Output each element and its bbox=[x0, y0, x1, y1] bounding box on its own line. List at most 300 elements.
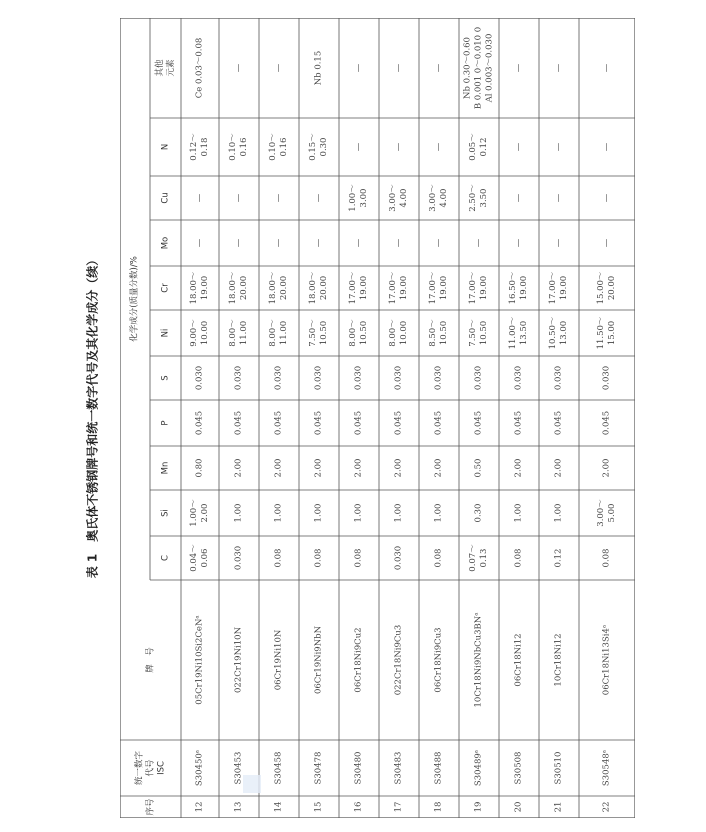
row-17-grade bbox=[379, 580, 419, 740]
row-12-ni bbox=[181, 310, 219, 356]
row-17-other bbox=[379, 18, 419, 118]
row-13-mo-text: — bbox=[233, 238, 244, 248]
row-15-mo bbox=[299, 220, 339, 266]
row-12-mn-text: 0.80 bbox=[194, 458, 205, 478]
row-13-s bbox=[219, 356, 259, 400]
row-19-other-text: Nb 0.30～0.60 B 0.001 0～0.010 0 Al 0.003～0.030 bbox=[462, 26, 495, 110]
row-14-seq-text: 14 bbox=[273, 801, 284, 813]
row-13-code-text: S30453 bbox=[233, 751, 244, 785]
row-20-cu-text: — bbox=[513, 193, 524, 203]
row-18-s-text: 0.030 bbox=[433, 365, 444, 391]
row-16-c-text: 0.08 bbox=[353, 548, 364, 568]
row-14-other bbox=[259, 18, 299, 118]
row-19-ni bbox=[459, 310, 499, 356]
row-12-code bbox=[181, 740, 219, 796]
element-header-Cr bbox=[150, 266, 181, 310]
code-header-text: 统一数字 代号 ISC bbox=[134, 750, 166, 786]
row-22-seq bbox=[579, 796, 635, 818]
row-20-mo-text: — bbox=[513, 238, 524, 248]
row-22-seq-text: 22 bbox=[601, 801, 612, 813]
row-15-grade-text: 06Cr19Ni9NbN bbox=[313, 625, 324, 695]
row-14-s-text: 0.030 bbox=[273, 365, 284, 391]
row-13-mo bbox=[219, 220, 259, 266]
row-22-mo-text: — bbox=[601, 238, 612, 248]
row-15-cr-text: 18.00～ 20.00 bbox=[308, 271, 329, 305]
grade-header bbox=[120, 580, 181, 740]
row-17-p-text: 0.045 bbox=[393, 410, 404, 436]
highlight-mark bbox=[243, 775, 261, 793]
row-14-cr bbox=[259, 266, 299, 310]
row-18-cr-text: 17.00～ 19.00 bbox=[428, 271, 449, 305]
element-header-Mo-text: Mo bbox=[160, 236, 170, 250]
row-20-seq-text: 20 bbox=[513, 801, 524, 813]
row-19-cu-text: 2.50～ 3.50 bbox=[468, 184, 489, 212]
row-16-other bbox=[339, 18, 379, 118]
row-15-ni-text: 7.50～ 10.50 bbox=[308, 319, 329, 347]
row-13-n bbox=[219, 118, 259, 176]
row-12-ni-text: 9.00～ 10.00 bbox=[189, 319, 210, 347]
row-20-ni-text: 11.00～ 13.50 bbox=[508, 316, 529, 350]
row-20-c-text: 0.08 bbox=[513, 548, 524, 568]
row-20-grade-text: 06Cr18Ni12 bbox=[513, 633, 524, 687]
row-14-cr-text: 18.00～ 20.00 bbox=[268, 271, 289, 305]
row-14-mo bbox=[259, 220, 299, 266]
row-13-cu bbox=[219, 176, 259, 220]
row-21-cu-text: — bbox=[553, 193, 564, 203]
row-22-code bbox=[579, 740, 635, 796]
row-19-c-text: 0.07～ 0.13 bbox=[468, 544, 489, 572]
row-21-other bbox=[539, 18, 579, 118]
row-13-ni-text: 8.00～ 11.00 bbox=[228, 319, 249, 347]
row-17-s-text: 0.030 bbox=[393, 365, 404, 391]
row-21-cu bbox=[539, 176, 579, 220]
row-14-ni-text: 8.00～ 11.00 bbox=[268, 319, 289, 347]
row-22-other bbox=[579, 18, 635, 118]
row-17-code-text: S30483 bbox=[393, 751, 404, 785]
row-17-ni bbox=[379, 310, 419, 356]
row-21-code-text: S30510 bbox=[553, 751, 564, 785]
row-22-c bbox=[579, 536, 635, 580]
row-15-n bbox=[299, 118, 339, 176]
row-19-seq-text: 19 bbox=[473, 801, 484, 813]
element-header-Mo bbox=[150, 220, 181, 266]
row-20-si bbox=[499, 490, 539, 536]
row-21-seq bbox=[539, 796, 579, 818]
row-15-s bbox=[299, 356, 339, 400]
row-14-p-text: 0.045 bbox=[273, 410, 284, 436]
row-17-c-text: 0.030 bbox=[393, 545, 404, 571]
row-18-mn bbox=[419, 446, 459, 490]
row-13-n-text: 0.10～ 0.16 bbox=[228, 133, 249, 161]
row-15-mo-text: — bbox=[313, 238, 324, 248]
row-18-mo bbox=[419, 220, 459, 266]
row-21-s bbox=[539, 356, 579, 400]
row-12-cr bbox=[181, 266, 219, 310]
row-15-p bbox=[299, 400, 339, 446]
row-19-mo-text: — bbox=[473, 238, 484, 248]
row-16-ni bbox=[339, 310, 379, 356]
row-19-cu bbox=[459, 176, 499, 220]
row-21-ni bbox=[539, 310, 579, 356]
row-20-p-text: 0.045 bbox=[513, 410, 524, 436]
row-15-seq-text: 15 bbox=[313, 801, 324, 813]
row-16-mo-text: — bbox=[353, 238, 364, 248]
row-20-p bbox=[499, 400, 539, 446]
element-header-N bbox=[150, 118, 181, 176]
row-20-n bbox=[499, 118, 539, 176]
row-17-c bbox=[379, 536, 419, 580]
row-15-mn-text: 2.00 bbox=[313, 458, 324, 478]
row-17-cr-text: 17.00～ 19.00 bbox=[388, 271, 409, 305]
row-14-n-text: 0.10～ 0.16 bbox=[268, 133, 289, 161]
row-22-n-text: — bbox=[601, 142, 612, 152]
row-14-grade-text: 06Cr19Ni10N bbox=[273, 629, 284, 691]
row-12-code-text: S30450ᵃ bbox=[194, 749, 205, 787]
row-18-p-text: 0.045 bbox=[433, 410, 444, 436]
row-20-s-text: 0.030 bbox=[513, 365, 524, 391]
row-17-si-text: 1.00 bbox=[393, 503, 404, 523]
row-12-grade bbox=[181, 580, 219, 740]
grade-header-text: 牌 号 bbox=[145, 647, 155, 673]
row-21-c-text: 0.12 bbox=[553, 548, 564, 568]
row-17-cu bbox=[379, 176, 419, 220]
element-header-C-text: C bbox=[160, 555, 170, 561]
row-16-mn bbox=[339, 446, 379, 490]
row-18-si-text: 1.00 bbox=[433, 503, 444, 523]
row-22-grade bbox=[579, 580, 635, 740]
row-15-grade bbox=[299, 580, 339, 740]
row-16-p-text: 0.045 bbox=[353, 410, 364, 436]
row-14-c-text: 0.08 bbox=[273, 548, 284, 568]
row-18-code bbox=[419, 740, 459, 796]
element-header-N-text: N bbox=[160, 143, 170, 151]
element-header-Ni-text: Ni bbox=[160, 328, 170, 338]
row-22-ni bbox=[579, 310, 635, 356]
row-15-seq bbox=[299, 796, 339, 818]
row-13-other-text: — bbox=[233, 63, 244, 73]
row-18-seq bbox=[419, 796, 459, 818]
row-14-code bbox=[259, 740, 299, 796]
row-16-s-text: 0.030 bbox=[353, 365, 364, 391]
row-17-n-text: — bbox=[393, 142, 404, 152]
row-16-mn-text: 2.00 bbox=[353, 458, 364, 478]
element-header-other-text: 其他 元素 bbox=[154, 59, 176, 77]
element-header-other bbox=[150, 18, 181, 118]
row-15-c-text: 0.08 bbox=[313, 548, 324, 568]
row-21-mn bbox=[539, 446, 579, 490]
row-14-code-text: S30458 bbox=[273, 751, 284, 785]
row-17-mn-text: 2.00 bbox=[393, 458, 404, 478]
row-12-si-text: 1.00～ 2.00 bbox=[189, 499, 210, 527]
row-21-mo-text: — bbox=[553, 238, 564, 248]
seq-header bbox=[120, 796, 181, 818]
row-18-seq-text: 18 bbox=[433, 801, 444, 813]
row-17-n bbox=[379, 118, 419, 176]
row-20-cu bbox=[499, 176, 539, 220]
row-12-n bbox=[181, 118, 219, 176]
row-12-other bbox=[181, 18, 219, 118]
row-21-mo bbox=[539, 220, 579, 266]
row-17-mo bbox=[379, 220, 419, 266]
row-20-other-text: — bbox=[513, 63, 524, 73]
row-16-cu bbox=[339, 176, 379, 220]
row-22-si-text: 3.00～ 5.00 bbox=[596, 499, 617, 527]
row-16-n bbox=[339, 118, 379, 176]
code-header bbox=[120, 740, 181, 796]
row-15-n-text: 0.15～ 0.30 bbox=[308, 133, 329, 161]
row-20-code-text: S30508 bbox=[513, 751, 524, 785]
row-18-mo-text: — bbox=[433, 238, 444, 248]
row-14-cu-text: — bbox=[273, 193, 284, 203]
row-19-s-text: 0.030 bbox=[473, 365, 484, 391]
row-22-mn-text: 2.00 bbox=[601, 458, 612, 478]
row-20-si-text: 1.00 bbox=[513, 503, 524, 523]
row-19-cr-text: 17.00～ 19.00 bbox=[468, 271, 489, 305]
row-12-seq-text: 12 bbox=[194, 801, 205, 813]
row-22-c-text: 0.08 bbox=[601, 548, 612, 568]
row-16-code bbox=[339, 740, 379, 796]
element-header-C bbox=[150, 536, 181, 580]
row-13-si bbox=[219, 490, 259, 536]
row-14-mn-text: 2.00 bbox=[273, 458, 284, 478]
row-19-seq bbox=[459, 796, 499, 818]
row-18-cu-text: 3.00～ 4.00 bbox=[428, 184, 449, 212]
row-19-s bbox=[459, 356, 499, 400]
row-16-seq-text: 16 bbox=[353, 801, 364, 813]
row-17-cr bbox=[379, 266, 419, 310]
element-header-S bbox=[150, 356, 181, 400]
row-16-si bbox=[339, 490, 379, 536]
row-15-si-text: 1.00 bbox=[313, 503, 324, 523]
row-18-cu bbox=[419, 176, 459, 220]
row-12-mo bbox=[181, 220, 219, 266]
row-18-grade bbox=[419, 580, 459, 740]
row-22-mn bbox=[579, 446, 635, 490]
row-15-ni bbox=[299, 310, 339, 356]
row-14-grade bbox=[259, 580, 299, 740]
row-12-si bbox=[181, 490, 219, 536]
row-13-cr bbox=[219, 266, 259, 310]
row-15-si bbox=[299, 490, 339, 536]
row-22-n bbox=[579, 118, 635, 176]
row-12-s bbox=[181, 356, 219, 400]
row-22-si bbox=[579, 490, 635, 536]
row-21-si bbox=[539, 490, 579, 536]
row-22-p-text: 0.045 bbox=[601, 410, 612, 436]
row-13-seq-text: 13 bbox=[233, 801, 244, 813]
row-18-c-text: 0.08 bbox=[433, 548, 444, 568]
row-15-s-text: 0.030 bbox=[313, 365, 324, 391]
row-16-ni-text: 8.00～ 10.50 bbox=[348, 319, 369, 347]
row-17-s bbox=[379, 356, 419, 400]
row-13-cr-text: 18.00～ 20.00 bbox=[228, 271, 249, 305]
row-22-cr-text: 15.00～ 20.00 bbox=[596, 271, 617, 305]
row-18-si bbox=[419, 490, 459, 536]
row-19-n bbox=[459, 118, 499, 176]
row-16-other-text: — bbox=[353, 63, 364, 73]
element-header-P-text: P bbox=[160, 420, 170, 426]
row-12-cu bbox=[181, 176, 219, 220]
row-21-seq-text: 21 bbox=[553, 801, 564, 813]
row-22-s bbox=[579, 356, 635, 400]
row-16-code-text: S30480 bbox=[353, 751, 364, 785]
row-17-other-text: — bbox=[393, 63, 404, 73]
row-15-cr bbox=[299, 266, 339, 310]
row-19-code bbox=[459, 740, 499, 796]
row-20-mn bbox=[499, 446, 539, 490]
row-19-cr bbox=[459, 266, 499, 310]
row-16-c bbox=[339, 536, 379, 580]
composition-table bbox=[120, 18, 635, 818]
row-21-p-text: 0.045 bbox=[553, 410, 564, 436]
row-13-mn-text: 2.00 bbox=[233, 458, 244, 478]
row-14-ni bbox=[259, 310, 299, 356]
row-21-code bbox=[539, 740, 579, 796]
row-14-c bbox=[259, 536, 299, 580]
row-15-code bbox=[299, 740, 339, 796]
row-16-cu-text: 1.00～ 3.00 bbox=[348, 184, 369, 212]
row-14-mn bbox=[259, 446, 299, 490]
row-18-other bbox=[419, 18, 459, 118]
row-15-cu bbox=[299, 176, 339, 220]
row-12-p-text: 0.045 bbox=[194, 410, 205, 436]
element-header-P bbox=[150, 400, 181, 446]
row-14-s bbox=[259, 356, 299, 400]
row-21-grade bbox=[539, 580, 579, 740]
row-20-c bbox=[499, 536, 539, 580]
row-17-cu-text: 3.00～ 4.00 bbox=[388, 184, 409, 212]
row-13-grade-text: 022Cr19Ni10N bbox=[233, 626, 244, 694]
element-header-Cr-text: Cr bbox=[160, 283, 170, 293]
row-16-grade bbox=[339, 580, 379, 740]
row-20-s bbox=[499, 356, 539, 400]
row-19-si bbox=[459, 490, 499, 536]
row-22-mo bbox=[579, 220, 635, 266]
row-20-cr-text: 16.50～ 19.00 bbox=[508, 271, 529, 305]
row-15-code-text: S30478 bbox=[313, 751, 324, 785]
row-14-si bbox=[259, 490, 299, 536]
row-21-grade-text: 10Cr18Ni12 bbox=[553, 633, 564, 687]
row-20-mn-text: 2.00 bbox=[513, 458, 524, 478]
row-14-p bbox=[259, 400, 299, 446]
row-19-c bbox=[459, 536, 499, 580]
row-15-c bbox=[299, 536, 339, 580]
row-12-cu-text: — bbox=[194, 193, 205, 203]
row-20-other bbox=[499, 18, 539, 118]
row-14-other-text: — bbox=[273, 63, 284, 73]
row-17-code bbox=[379, 740, 419, 796]
row-16-n-text: — bbox=[353, 142, 364, 152]
row-21-mn-text: 2.00 bbox=[553, 458, 564, 478]
row-21-ni-text: 10.50～ 13.00 bbox=[548, 316, 569, 350]
row-22-cr bbox=[579, 266, 635, 310]
row-18-ni-text: 8.50～ 10.50 bbox=[428, 319, 449, 347]
row-13-c-text: 0.030 bbox=[233, 545, 244, 571]
row-21-n bbox=[539, 118, 579, 176]
row-19-mn-text: 0.50 bbox=[473, 458, 484, 478]
element-header-S-text: S bbox=[160, 375, 170, 381]
element-header-Cu-text: Cu bbox=[160, 192, 170, 204]
row-13-s-text: 0.030 bbox=[233, 365, 244, 391]
row-21-c bbox=[539, 536, 579, 580]
row-16-p bbox=[339, 400, 379, 446]
row-22-ni-text: 11.50～ 15.00 bbox=[596, 316, 617, 350]
row-22-cu-text: — bbox=[601, 193, 612, 203]
row-18-other-text: — bbox=[433, 63, 444, 73]
row-19-mn bbox=[459, 446, 499, 490]
row-20-code bbox=[499, 740, 539, 796]
row-19-p-text: 0.045 bbox=[473, 410, 484, 436]
row-21-cr bbox=[539, 266, 579, 310]
row-16-seq bbox=[339, 796, 379, 818]
composition-group-header-text: 化学成分(质量分数)/% bbox=[129, 256, 140, 342]
element-header-Mn bbox=[150, 446, 181, 490]
row-18-s bbox=[419, 356, 459, 400]
row-17-mo-text: — bbox=[393, 238, 404, 248]
row-12-seq bbox=[181, 796, 219, 818]
row-12-mo-text: — bbox=[194, 238, 205, 248]
row-18-p bbox=[419, 400, 459, 446]
row-14-cu bbox=[259, 176, 299, 220]
composition-group-header bbox=[120, 18, 150, 580]
row-12-p bbox=[181, 400, 219, 446]
row-13-cu-text: — bbox=[233, 193, 244, 203]
row-19-code-text: S30489ᵃ bbox=[473, 749, 484, 787]
row-12-cr-text: 18.00～ 19.00 bbox=[189, 271, 210, 305]
row-17-si bbox=[379, 490, 419, 536]
row-14-si-text: 1.00 bbox=[273, 503, 284, 523]
row-19-si-text: 0.30 bbox=[473, 503, 484, 523]
row-20-grade bbox=[499, 580, 539, 740]
row-21-other-text: — bbox=[553, 63, 564, 73]
row-13-p-text: 0.045 bbox=[233, 410, 244, 436]
row-21-p bbox=[539, 400, 579, 446]
row-16-mo bbox=[339, 220, 379, 266]
row-17-ni-text: 8.00～ 10.00 bbox=[388, 319, 409, 347]
row-12-c-text: 0.04～ 0.06 bbox=[189, 544, 210, 572]
row-17-mn bbox=[379, 446, 419, 490]
element-header-Cu bbox=[150, 176, 181, 220]
row-19-n-text: 0.05～ 0.12 bbox=[468, 133, 489, 161]
row-21-s-text: 0.030 bbox=[553, 365, 564, 391]
row-14-n bbox=[259, 118, 299, 176]
row-22-other-text: — bbox=[601, 63, 612, 73]
row-17-grade-text: 022Cr18Ni9Cu3 bbox=[393, 624, 404, 696]
row-13-seq bbox=[219, 796, 259, 818]
row-15-mn bbox=[299, 446, 339, 490]
row-20-cr bbox=[499, 266, 539, 310]
row-16-si-text: 1.00 bbox=[353, 503, 364, 523]
row-22-s-text: 0.030 bbox=[601, 365, 612, 391]
row-16-cr-text: 17.00～ 19.00 bbox=[348, 271, 369, 305]
row-18-n-text: — bbox=[433, 142, 444, 152]
row-19-p bbox=[459, 400, 499, 446]
row-20-ni bbox=[499, 310, 539, 356]
seq-header-text: 序号 bbox=[145, 798, 155, 816]
row-22-p bbox=[579, 400, 635, 446]
row-12-s-text: 0.030 bbox=[194, 365, 205, 391]
row-13-c bbox=[219, 536, 259, 580]
row-13-si-text: 1.00 bbox=[233, 503, 244, 523]
row-19-grade bbox=[459, 580, 499, 740]
row-13-p bbox=[219, 400, 259, 446]
row-19-other bbox=[459, 18, 499, 118]
row-22-grade-text: 06Cr18Ni13Si4ᵃ bbox=[601, 624, 612, 696]
row-12-grade-text: 05Cr19Ni10Si2CeNᵃ bbox=[194, 615, 205, 705]
row-20-mo bbox=[499, 220, 539, 266]
row-22-cu bbox=[579, 176, 635, 220]
row-18-mn-text: 2.00 bbox=[433, 458, 444, 478]
